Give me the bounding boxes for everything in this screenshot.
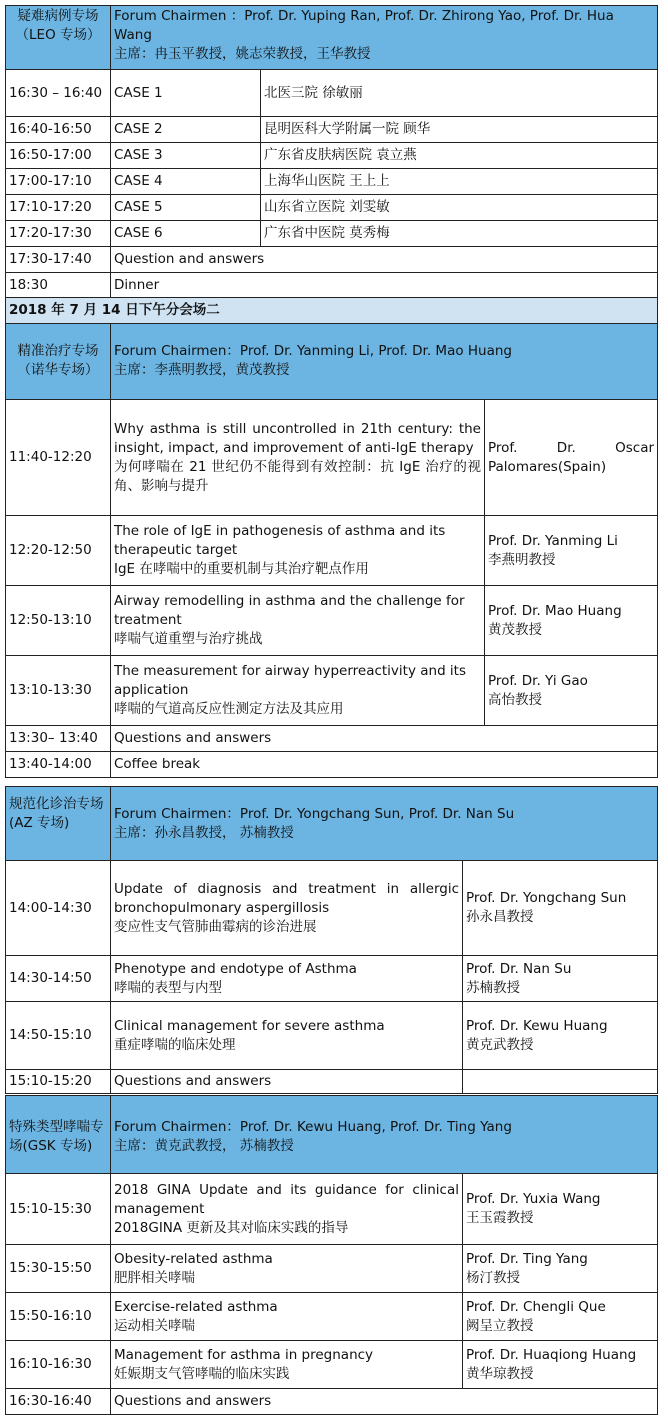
speaker-cn: 黄茂教授 (488, 621, 542, 638)
table-row (6, 70, 658, 117)
coffee-cell: Coffee break (111, 752, 658, 778)
speaker-en: Prof. Dr. Nan Su (466, 960, 572, 977)
table-row (6, 1341, 658, 1389)
talk-title-cell (111, 400, 485, 516)
time-cell: 14:50-15:10 (6, 1002, 111, 1070)
time-cell: 12:50-13:10 (6, 586, 111, 656)
time-cell: 17:10-17:20 (6, 195, 111, 221)
table-row (6, 117, 658, 143)
speaker-en: Prof. Dr. Chengli Que (466, 1298, 606, 1315)
speaker-cell (463, 1002, 658, 1070)
date-band-row (6, 298, 658, 324)
time-cell: 18:30 (6, 273, 111, 299)
table-row (6, 400, 658, 516)
talk-title-cell (111, 956, 463, 1002)
chairmen-cn: 主席：黄克武教授， 苏楠教授 (114, 1138, 294, 1154)
speaker-en: Prof. Dr. Yanming Li (488, 532, 618, 549)
time-cell: 13:30– 13:40 (6, 726, 111, 752)
speaker-cell: 广东省中医院 莫秀梅 (261, 221, 658, 247)
time-cell: 13:40-14:00 (6, 752, 111, 778)
talk-title-cn: IgE 在哮喘中的重要机制与其治疗靶点作用 (114, 561, 369, 577)
speaker-cn: 高怡教授 (488, 691, 542, 708)
empty-cell (463, 1070, 658, 1094)
time-cell: 11:40-12:20 (6, 400, 111, 516)
talk-title-cn: 肥胖相关哮喘 (114, 1269, 195, 1286)
qa-row (6, 726, 658, 752)
session-header-row (6, 1096, 658, 1174)
forum-chairmen (111, 6, 658, 70)
time-cell: 12:20-12:50 (6, 516, 111, 586)
chairmen-cn: 主席：孙永昌教授， 苏楠教授 (114, 825, 294, 841)
table-row (6, 586, 658, 656)
table-row (6, 516, 658, 586)
speaker-cell: 广东省皮肤病医院 袁立燕 (261, 143, 658, 169)
talk-title-en: Clinical management for severe asthma (114, 1017, 385, 1034)
talk-title-cell (111, 656, 485, 726)
session-name: 精准治疗专场（诺华专场） (6, 324, 111, 400)
talk-title-en: 2018 GINA Update and its guidance for clinical management (114, 1181, 459, 1217)
speaker-cell (485, 586, 658, 656)
speaker-en: Prof. Dr. Yuxia Wang (466, 1191, 601, 1207)
talk-title-cn: 重症哮喘的临床处理 (114, 1036, 236, 1053)
table-row (6, 195, 658, 221)
speaker-en: Prof. Dr. Huaqiong Huang (466, 1346, 637, 1363)
talk-title-cell (111, 516, 485, 586)
time-cell: 17:30-17:40 (6, 247, 111, 273)
speaker-cn: 黄克武教授 (466, 1036, 534, 1053)
talk-title-cell (111, 1245, 463, 1293)
schedule-table-gsk (5, 1095, 658, 1415)
talk-title-cell (111, 1174, 463, 1245)
date-band: 2018 年 7 月 14 日下午分会场二 (6, 298, 658, 324)
speaker-cell: 北医三院 徐敏丽 (261, 70, 658, 117)
qa-cell: Question and answers (111, 247, 658, 273)
time-cell: 16:50-17:00 (6, 143, 111, 169)
talk-title-en: Airway remodelling in asthma and the challenge for treatment (114, 593, 465, 628)
speaker-cell: 山东省立医院 刘雯敏 (261, 195, 658, 221)
session-name: 疑难病例专场（LEO 专场） (6, 6, 111, 70)
speaker-cn: 苏楠教授 (466, 979, 520, 996)
forum-chairmen (111, 1096, 658, 1174)
speaker-en: Prof. Dr. Mao Huang (488, 602, 622, 619)
talk-title-cell (111, 1293, 463, 1341)
speaker-en: Prof. Dr. Yi Gao (488, 672, 588, 689)
talk-title-en: Management for asthma in pregnancy (114, 1346, 374, 1363)
table-row (6, 1002, 658, 1070)
talk-title-cn: 妊娠期支气管哮喘的临床实践 (114, 1365, 290, 1382)
qa-cell: Questions and answers (111, 726, 658, 752)
time-cell: 17:00-17:10 (6, 169, 111, 195)
talk-title-en: Exercise-related asthma (114, 1298, 278, 1315)
talk-title-cn: 变应性支气管肺曲霉病的诊治进展 (114, 918, 317, 935)
speaker-cell: 昆明医科大学附属一院 顾华 (261, 117, 658, 143)
chairmen-en: Forum Chairmen：Prof. Dr. Kewu Huang, Prof. Dr. Ting Yang (114, 1119, 512, 1135)
talk-title-en: Why asthma is still uncontrolled in 21th century: the insight, impact, and improvement of anti-IgE therapy (114, 420, 481, 456)
table-row (6, 221, 658, 247)
time-cell: 15:30-15:50 (6, 1245, 111, 1293)
time-cell: 17:20-17:30 (6, 221, 111, 247)
title-cell: CASE 3 (111, 143, 261, 169)
table-row (6, 143, 658, 169)
time-cell: 15:10-15:30 (6, 1174, 111, 1245)
time-cell: 16:30-16:40 (6, 1389, 111, 1415)
talk-title-cell (111, 861, 463, 956)
schedule-table-leo (5, 5, 658, 299)
speaker-cell (463, 1245, 658, 1293)
table-row (6, 1245, 658, 1293)
speaker-cell (463, 861, 658, 956)
time-cell: 14:30-14:50 (6, 956, 111, 1002)
talk-title-en: Obesity-related asthma (114, 1250, 273, 1267)
coffee-row (6, 752, 658, 778)
speaker-cell (485, 400, 658, 516)
speaker-cell (463, 1341, 658, 1389)
session-name: 规范化诊治专场(AZ 专场) (6, 787, 111, 861)
speaker-cn: 李燕明教授 (488, 551, 556, 568)
qa-row (6, 1070, 658, 1094)
speaker-cell (485, 656, 658, 726)
qa-cell: Questions and answers (111, 1070, 463, 1094)
title-cell: CASE 4 (111, 169, 261, 195)
title-cell: CASE 6 (111, 221, 261, 247)
session-header-row (6, 6, 658, 70)
time-cell: 15:10-15:20 (6, 1070, 111, 1094)
talk-title-cn: 哮喘的气道高反应性测定方法及其应用 (114, 701, 344, 717)
speaker-cn: 黄华琼教授 (466, 1365, 534, 1382)
table-row (6, 1293, 658, 1341)
speaker-cell (485, 516, 658, 586)
speaker-en: Prof. Dr. Yongchang Sun (466, 890, 627, 906)
speaker-cell (463, 956, 658, 1002)
speaker-cell (463, 1174, 658, 1245)
talk-title-en: The role of IgE in pathogenesis of asthma and its therapeutic target (114, 523, 446, 558)
speaker-cn: 王玉霞教授 (466, 1210, 534, 1226)
chairmen-cn: 主席：冉玉平教授，姚志荣教授，王华教授 (114, 46, 371, 62)
talk-title-en: The measurement for airway hyperreactivity and its application (114, 663, 467, 698)
time-cell: 15:50-16:10 (6, 1293, 111, 1341)
speaker-cell (463, 1293, 658, 1341)
speaker-cell: 上海华山医院 王上上 (261, 169, 658, 195)
session-header-row (6, 324, 658, 400)
qa-row (6, 1389, 658, 1415)
speaker-cn: 阙呈立教授 (466, 1317, 534, 1334)
time-cell: 13:10-13:30 (6, 656, 111, 726)
table-row (6, 169, 658, 195)
table-row (6, 956, 658, 1002)
chairmen-cn: 主席：李燕明教授，黄茂教授 (114, 362, 290, 378)
time-cell: 16:40-16:50 (6, 117, 111, 143)
forum-chairmen (111, 324, 658, 400)
talk-title-en: Update of diagnosis and treatment in allergic bronchopulmonary aspergillosis (114, 880, 459, 916)
table-row (6, 861, 658, 956)
talk-title-cn: 哮喘气道重塑与治疗挑战 (114, 631, 263, 647)
qa-row (6, 247, 658, 273)
time-cell: 14:00-14:30 (6, 861, 111, 956)
session-name: 特殊类型哮喘专场(GSK 专场) (6, 1096, 111, 1174)
speaker-cn: 杨汀教授 (466, 1269, 520, 1286)
talk-title-cn: 哮喘的表型与内型 (114, 979, 222, 996)
title-cell: CASE 5 (111, 195, 261, 221)
speaker-cn: 孙永昌教授 (466, 909, 534, 925)
chairmen-en: Forum Chairmen ：Prof. Dr. Yuping Ran, Prof. Dr. Zhirong Yao, Prof. Dr. Hua Wang (114, 8, 614, 43)
forum-chairmen (111, 787, 658, 861)
speaker-en: Prof. Dr. Oscar Palomares(Spain) (488, 439, 655, 475)
talk-title-cn: 为何哮喘在 21 世纪仍不能得到有效控制：抗 IgE 治疗的视角、影响与提升 (114, 458, 481, 494)
dinner-row (6, 273, 658, 299)
talk-title-en: Phenotype and endotype of Asthma (114, 960, 357, 977)
schedule-table-az (5, 786, 658, 1094)
speaker-en: Prof. Dr. Ting Yang (466, 1250, 588, 1267)
time-cell: 16:30 – 16:40 (6, 70, 111, 117)
talk-title-cn: 运动相关哮喘 (114, 1317, 195, 1334)
time-cell: 16:10-16:30 (6, 1341, 111, 1389)
schedule-table-novartis (5, 297, 658, 778)
qa-cell: Questions and answers (111, 1389, 658, 1415)
talk-title-cell (111, 1002, 463, 1070)
table-row (6, 656, 658, 726)
title-cell: CASE 2 (111, 117, 261, 143)
speaker-en: Prof. Dr. Kewu Huang (466, 1017, 608, 1034)
talk-title-cell (111, 1341, 463, 1389)
dinner-cell: Dinner (111, 273, 658, 299)
table-row (6, 1174, 658, 1245)
title-cell: CASE 1 (111, 70, 261, 117)
talk-title-cell (111, 586, 485, 656)
chairmen-en: Forum Chairmen：Prof. Dr. Yongchang Sun, Prof. Dr. Nan Su (114, 806, 515, 822)
talk-title-cn: 2018GINA 更新及其对临床实践的指导 (114, 1219, 349, 1236)
session-header-row (6, 787, 658, 861)
chairmen-en: Forum Chairmen：Prof. Dr. Yanming Li, Prof. Dr. Mao Huang (114, 343, 513, 359)
